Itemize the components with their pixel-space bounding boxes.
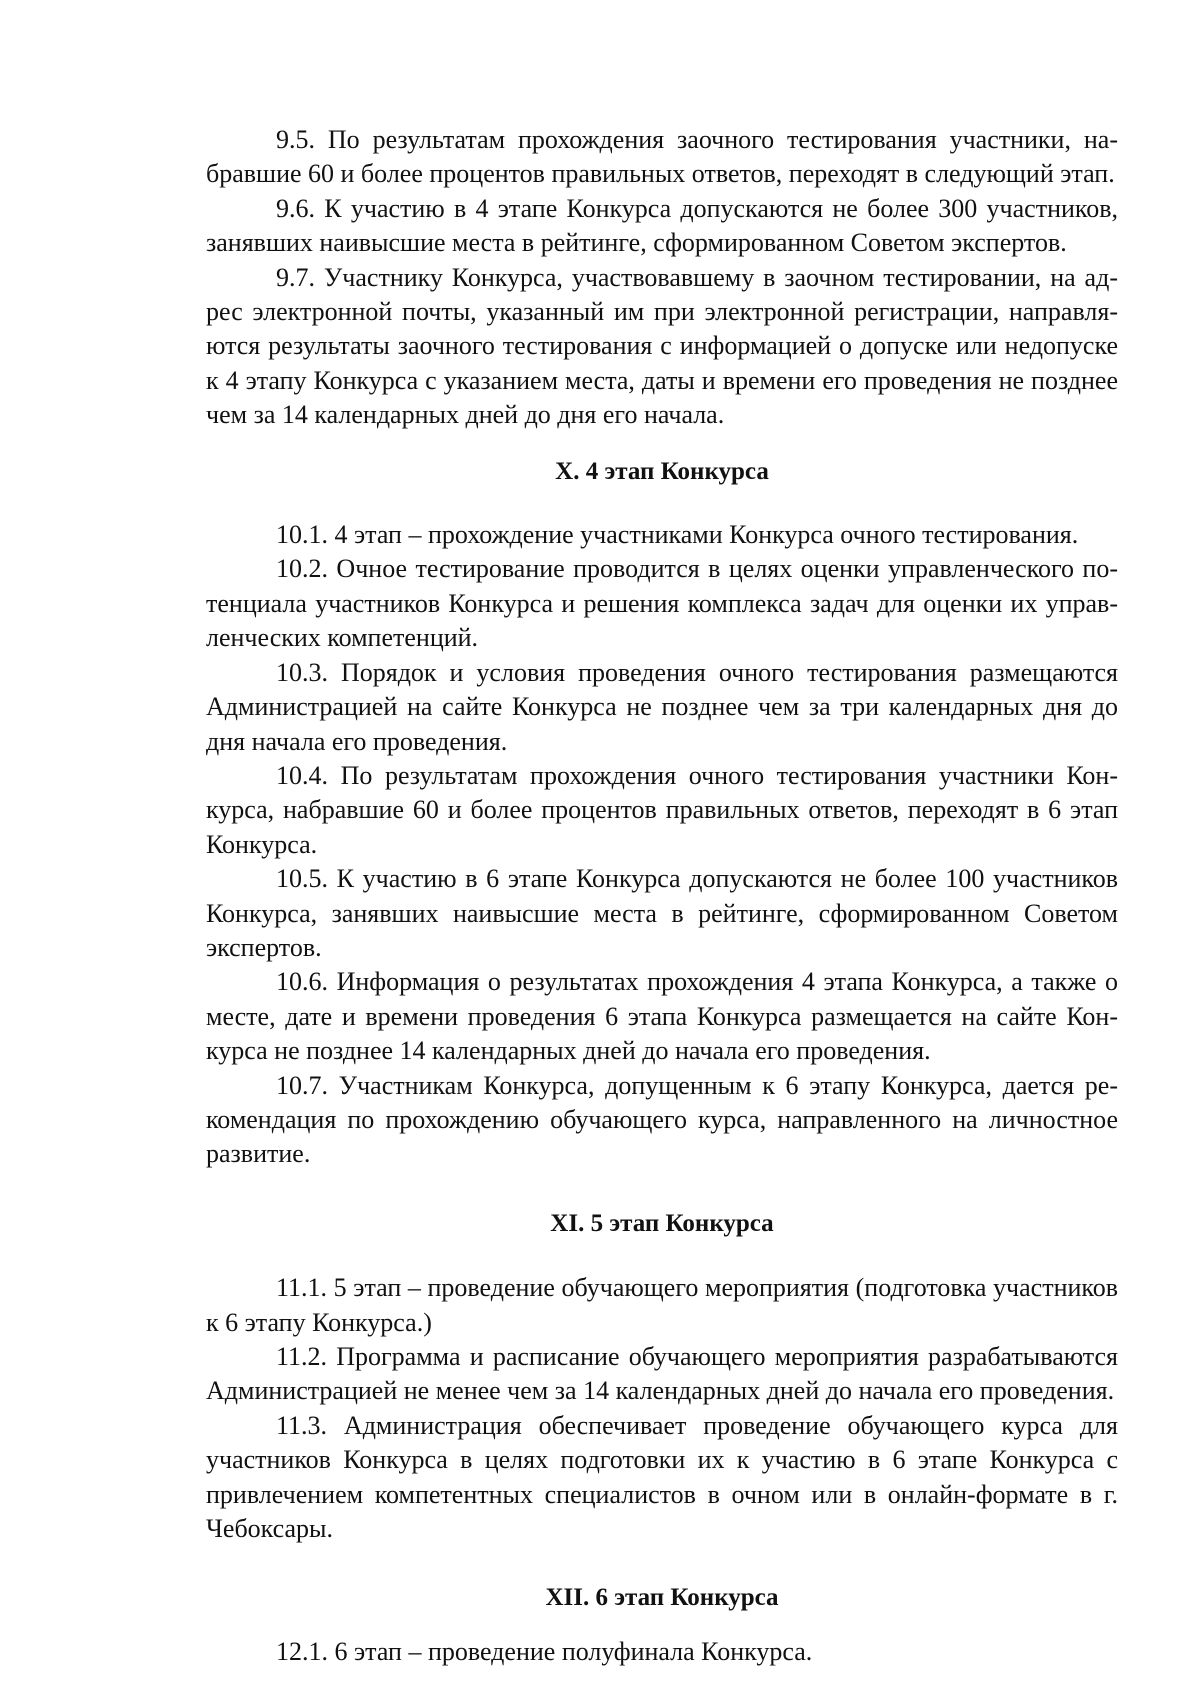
- paragraph-10-5: 10.5. К участию в 6 этапе Конкурса допускаются не более 100 участников Конкурса, занявших наивысшие места в рейтинге, сформированном Советом экспертов.: [206, 864, 1118, 962]
- paragraph-11-1: 11.1. 5 этап – проведение обучающего мероприятия (подготовка участников к 6 этапу Конкурса.): [206, 1273, 1118, 1337]
- section-heading-xi: XI. 5 этап Конкурса: [550, 1209, 774, 1237]
- paragraph-10-1: 10.1. 4 этап – прохождение участниками Конкурса очного тестирования.: [276, 520, 1079, 550]
- paragraph-9-6: 9.6. К участию в 4 этапе Конкурса допускаются не более 300 участников, занявших наивысшие места в рейтинге, сформированном Советом экспертов.: [206, 193, 1118, 258]
- document-body: [206, 123, 1118, 1669]
- paragraph-11-3: 11.3. Администрация обеспечивает проведение обучающего курса для участников Конкурса в целях подготовки их к участию в 6 этапе Конкурса с привлечением компетентных специалистов в очном или в онлайн-формате в г. Чебоксары.: [206, 1410, 1118, 1544]
- section-heading-xii: XII. 6 этап Конкурса: [545, 1584, 779, 1612]
- paragraph-11-2: 11.2. Программа и расписание обучающего мероприятия разрабатываются Администрацией не менее чем за 14 календарных дней до начала его проведения.: [206, 1342, 1118, 1406]
- paragraph-9-5: 9.5. По результатам прохождения заочного тестирования участники, набравшие 60 и более процентов правильных ответов, переходят в следующий этап.: [206, 125, 1118, 189]
- paragraph-12-1: 12.1. 6 этап – проведение полуфинала Конкурса.: [276, 1636, 813, 1666]
- paragraph-10-4: 10.4. По результатам прохождения очного тестирования участники Конкурса, набравшие 60 и более процентов правильных ответов, переходят в 6 этап Конкурса.: [206, 760, 1118, 859]
- section-heading-x: X. 4 этап Конкурса: [555, 457, 769, 485]
- paragraph-10-7: 10.7. Участникам Конкурса, допущенным к 6 этапу Конкурса, дается рекомендация по прохождению обучающего курса, направленного на личностное развитие.: [206, 1070, 1118, 1169]
- paragraph-9-7: 9.7. Участнику Конкурса, участвовавшему в заочном тестировании, на адрес электронной почты, указанный им при электронной регистрации, направляются результаты заочного тестирования с информацией о допуске или недопуске к 4 этапу Конкурса с указанием места, даты и времени его проведения не позднее чем за 14 календарных дней до дня его начала.: [206, 262, 1118, 430]
- paragraph-10-2: 10.2. Очное тестирование проводится в целях оценки управленческого потенциала участников Конкурса и решения комплекса задач для оценки их управленческих компетенций.: [206, 554, 1118, 653]
- paragraph-10-6: 10.6. Информация о результатах прохождения 4 этапа Конкурса, а также о месте, дате и времени проведения 6 этапа Конкурса размещается на сайте Конкурса не позднее 14 календарных дней до начала его проведения.: [206, 967, 1118, 1066]
- paragraph-10-3: 10.3. Порядок и условия проведения очного тестирования размещаются Администрацией на сайте Конкурса не позднее чем за три календарных дня до дня начала его проведения.: [206, 657, 1118, 756]
